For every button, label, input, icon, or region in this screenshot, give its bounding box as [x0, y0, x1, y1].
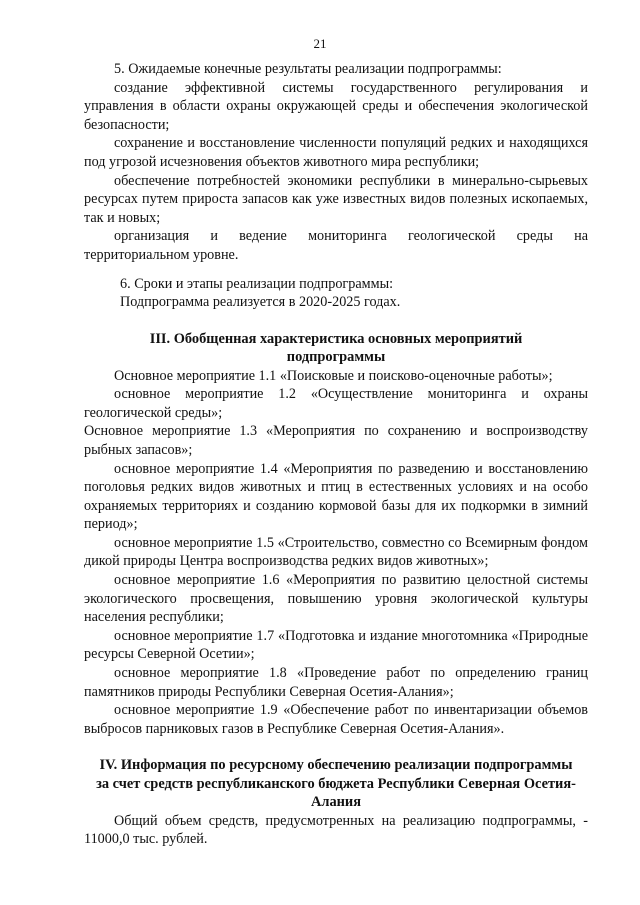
activity-item: основное мероприятие 1.8 «Проведение работ по определению границ памятников природы Республики Северная Осетия-Алания»;	[84, 665, 588, 700]
activity-item: основное мероприятие 1.5 «Строительство, совместно со Всемирным фондом дикой природы Центра воспроизводства редких видов животных»;	[84, 534, 588, 570]
section-6-heading: 6. Сроки и этапы реализации подпрограммы:	[120, 275, 394, 292]
section-4-heading-line: IV. Информация по ресурсному обеспечению реализации подпрограммы	[99, 757, 573, 774]
activity-item: основное мероприятие 1.7 «Подготовка и издание многотомника «Природные ресурсы Северной Осетии»;	[84, 627, 588, 663]
activity-item: основное мероприятие 1.9 «Обеспечение работ по инвентаризации объемов выбросов парниковых газов в Республике Северная Осетия-Алания».	[84, 702, 588, 737]
section-4-heading-line: за счет средств республиканского бюджета Республики Северная Осетия-	[96, 775, 576, 792]
section-5-heading: 5. Ожидаемые конечные результаты реализации подпрограммы:	[114, 61, 502, 77]
section-3-heading	[84, 330, 588, 367]
activity-item: основное мероприятие 1.2 «Осуществление мониторинга и охраны геологической среды»;	[84, 386, 588, 421]
activity-item: основное мероприятие 1.4 «Мероприятия по разведению и восстановлению поголовья редких видов животных и птиц в естественных условиях и на особо охраняемых территориях и созданию кормовой базы для их подкормки в зимний период»;	[84, 460, 588, 533]
spacer	[84, 738, 588, 756]
spacer	[84, 265, 588, 275]
section-3-heading-line: подпрограммы	[286, 349, 386, 366]
section-5-item: организация и ведение мониторинга геологической среды на территориальном уровне.	[84, 228, 588, 263]
activity-item: Основное мероприятие 1.1 «Поисковые и поисково-оценочные работы»;	[114, 367, 553, 384]
section-4-heading-line: Алания	[310, 794, 362, 811]
section-5-item: создание эффективной системы государственного регулирования и управления в области охраны окружающей среды и обеспечения экологической безопасности;	[84, 79, 588, 133]
activity-item: Основное мероприятие 1.3 «Мероприятия по сохранению и воспроизводству рыбных запасов»;	[84, 423, 588, 458]
section-5-item: обеспечение потребностей экономики республики в минерально-сырьевых ресурсах путем прироста запасов как уже известных видов полезных ископаемых, так и новых;	[84, 172, 588, 226]
section-4-text: Общий объем средств, предусмотренных на реализацию подпрограммы, - 11000,0 тыс. рублей.	[84, 812, 588, 848]
spacer	[84, 312, 588, 330]
section-5-item: сохранение и восстановление численности популяций редких и находящихся под угрозой исчезновения объектов животного мира республики;	[84, 135, 588, 170]
section-3-heading-line: III. Обобщенная характеристика основных мероприятий	[149, 330, 523, 347]
activity-item: основное мероприятие 1.6 «Мероприятия по развитию целостной системы экологического просвещения, повышению уровня экологической культуры населения республики;	[84, 572, 588, 626]
document-body	[84, 60, 588, 849]
page-number: 21	[313, 36, 327, 51]
section-4-heading	[84, 756, 588, 811]
section-6-text: Подпрограмма реализуется в 2020-2025 годах.	[120, 294, 401, 311]
